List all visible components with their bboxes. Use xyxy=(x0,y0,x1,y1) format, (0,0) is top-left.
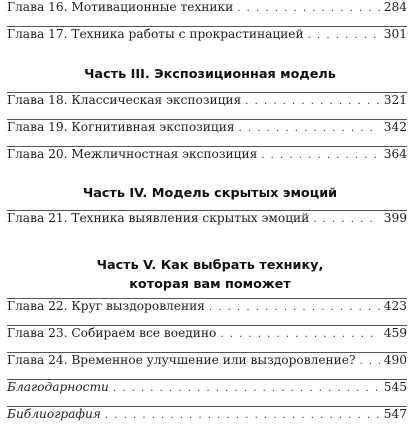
part-heading-v-line-2: которая вам поможет xyxy=(129,277,291,292)
toc-entry-label: Глава 19. Когнитивная экспозиция xyxy=(7,120,235,134)
toc-entry-chapter-18 xyxy=(7,93,407,119)
toc-entry-label: Глава 20. Межличностная экспозиция xyxy=(7,147,258,161)
toc-page-number: 399 xyxy=(383,211,407,225)
toc-section-part-iv xyxy=(7,210,407,237)
part-heading-v-line-1: Часть V. Как выбрать технику, xyxy=(96,258,324,273)
toc-entry-chapter-17 xyxy=(7,27,407,53)
toc-section-part-ii-end xyxy=(7,0,407,53)
toc-entry-chapter-19 xyxy=(7,120,407,146)
dot-leader xyxy=(313,214,379,225)
toc-page-number: 459 xyxy=(383,326,407,340)
toc-entry-label: Глава 22. Круг выздоровления xyxy=(7,299,205,313)
dot-leader xyxy=(113,383,380,394)
toc-entry-label: Библиография xyxy=(7,407,101,421)
dot-leader xyxy=(245,96,379,107)
toc-section-part-v xyxy=(7,298,407,433)
toc-page-number: 364 xyxy=(383,147,407,161)
dot-leader xyxy=(308,30,380,41)
toc-page-number: 490 xyxy=(383,353,407,367)
dot-leader xyxy=(237,3,379,14)
part-heading-iv: Часть IV. Модель скрытых эмоций xyxy=(82,186,338,201)
toc-entry-label: Глава 23. Собираем все воедино xyxy=(7,326,217,340)
toc-page-number: 321 xyxy=(383,93,407,107)
toc-entry-label: Глава 21. Техника выявления скрытых эмоций xyxy=(7,211,310,225)
toc-entry-label: Глава 24. Временное улучшение или выздоровление? xyxy=(7,353,356,367)
toc-entry-chapter-20 xyxy=(7,147,407,173)
toc-page-number: 547 xyxy=(383,407,407,421)
dot-leader xyxy=(360,356,380,367)
toc-page-number: 284 xyxy=(383,0,407,14)
toc-entry-label: Глава 17. Техника работы с прокрастинацией xyxy=(7,27,304,41)
toc-section-part-iii xyxy=(7,92,407,173)
dot-leader xyxy=(220,329,379,340)
toc-entry-chapter-23 xyxy=(7,326,407,352)
toc-page-number: 301 xyxy=(383,27,407,41)
toc-entry-chapter-24 xyxy=(7,353,407,379)
part-heading-iii: Часть III. Экспозиционная модель xyxy=(84,67,336,82)
dot-leader xyxy=(239,123,380,134)
toc-entry-chapter-21 xyxy=(7,211,407,237)
toc-entry-chapter-16 xyxy=(7,0,407,26)
toc-page-number: 545 xyxy=(383,380,407,394)
toc-entry-acknowledgements xyxy=(7,380,407,406)
toc-entry-label: Глава 16. Мотивационные техники xyxy=(7,0,234,14)
toc-entry-label: Благодарности xyxy=(7,380,109,394)
dot-leader xyxy=(105,410,380,421)
toc-entry-label: Глава 18. Классическая экспозиция xyxy=(7,93,242,107)
toc-entry-chapter-22 xyxy=(7,299,407,325)
dot-leader xyxy=(261,150,379,161)
dot-leader xyxy=(209,302,380,313)
toc-page-number: 342 xyxy=(383,120,407,134)
toc-entry-bibliography xyxy=(7,407,407,433)
toc-page-number: 423 xyxy=(383,299,407,313)
